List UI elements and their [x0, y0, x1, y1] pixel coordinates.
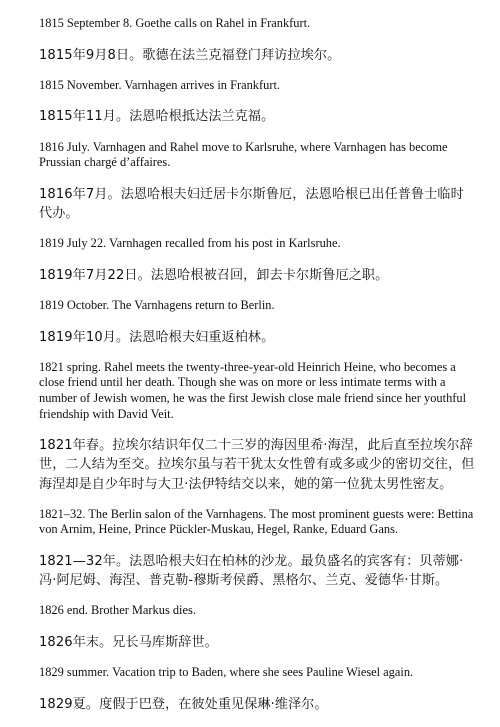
entry-en-1819-july: 1819 July 22. Varnhagen recalled from his post in Karlsruhe. — [39, 236, 341, 251]
entry-zh-1826-end: 1826年末。兄长马库斯辞世。 — [39, 634, 218, 650]
entry-en-1819-october: 1819 October. The Varnhagens return to Berlin. — [39, 297, 275, 312]
entry-zh-1815-september: 1815年9月8日。歌德在法兰克福登门拜访拉埃尔。 — [39, 47, 341, 63]
entry-zh-1819-october: 1819年10月。法恩哈根夫妇重返柏林。 — [39, 329, 275, 345]
entry-en-1829-summer: 1829 summer. Vacation trip to Baden, where she sees Pauline Wiesel again. — [39, 665, 414, 680]
entry-zh-1815-november: 1815年11月。法恩哈根抵达法兰克福。 — [39, 109, 275, 125]
entry-en-1826-end: 1826 end. Brother Markus dies. — [39, 603, 196, 618]
entry-en-1821-1832-salon: 1821–32. The Berlin salon of the Varnhagens. The most prominent guests were: Bettina von Arnim, Heine, Prince Pückler-Muskau, Hegel, Ranke, Eduard Gans. — [39, 506, 474, 537]
chronology-page — [39, 16, 475, 727]
entry-en-1821-spring: 1821 spring. Rahel meets the twenty-three-year-old Heinrich Heine, who becomes a close friend until her death. Though she was on more or less intimate terms with a number of Jewish women, he was the first Jewish close male friend since her youthful friendship with David Veit. — [39, 359, 467, 421]
entry-zh-1821-1832-salon: 1821—32年。法恩哈根夫妇在柏林的沙龙。最负盛名的宾客有：贝蒂娜·冯·阿尼姆、海涅、普克勒-穆斯考侯爵、黑格尔、兰克、爱德华·甘斯。 — [39, 553, 464, 589]
entry-zh-1819-july: 1819年7月22日。法恩哈根被召回，卸去卡尔斯鲁厄之职。 — [39, 267, 389, 283]
entry-en-1815-september: 1815 September 8. Goethe calls on Rahel in Frankfurt. — [39, 16, 311, 30]
entry-zh-1816-july: 1816年7月。法恩哈根夫妇迁居卡尔斯鲁厄，法恩哈根已出任普鲁士临时代办。 — [39, 186, 464, 221]
entry-en-1816-july: 1816 July. Varnhagen and Rahel move to Karlsruhe, where Varnhagen has become Prussian chargé d’affaires. — [39, 139, 448, 170]
entry-zh-1829-summer: 1829夏。度假于巴登，在彼处重见保琳·维泽尔。 — [39, 696, 328, 712]
entry-zh-1821-spring: 1821年春。拉埃尔结识年仅二十三岁的海因里希·海涅，此后直至拉埃尔辞世，二人结为至交。拉埃尔虽与若干犹太女性曾有或多或少的密切交往，但海涅却是自少年时与大卫·法伊特结交以来，她的第一位犹太男性密友。 — [39, 438, 475, 492]
entry-en-1815-november: 1815 November. Varnhagen arrives in Frankfurt. — [39, 77, 280, 92]
